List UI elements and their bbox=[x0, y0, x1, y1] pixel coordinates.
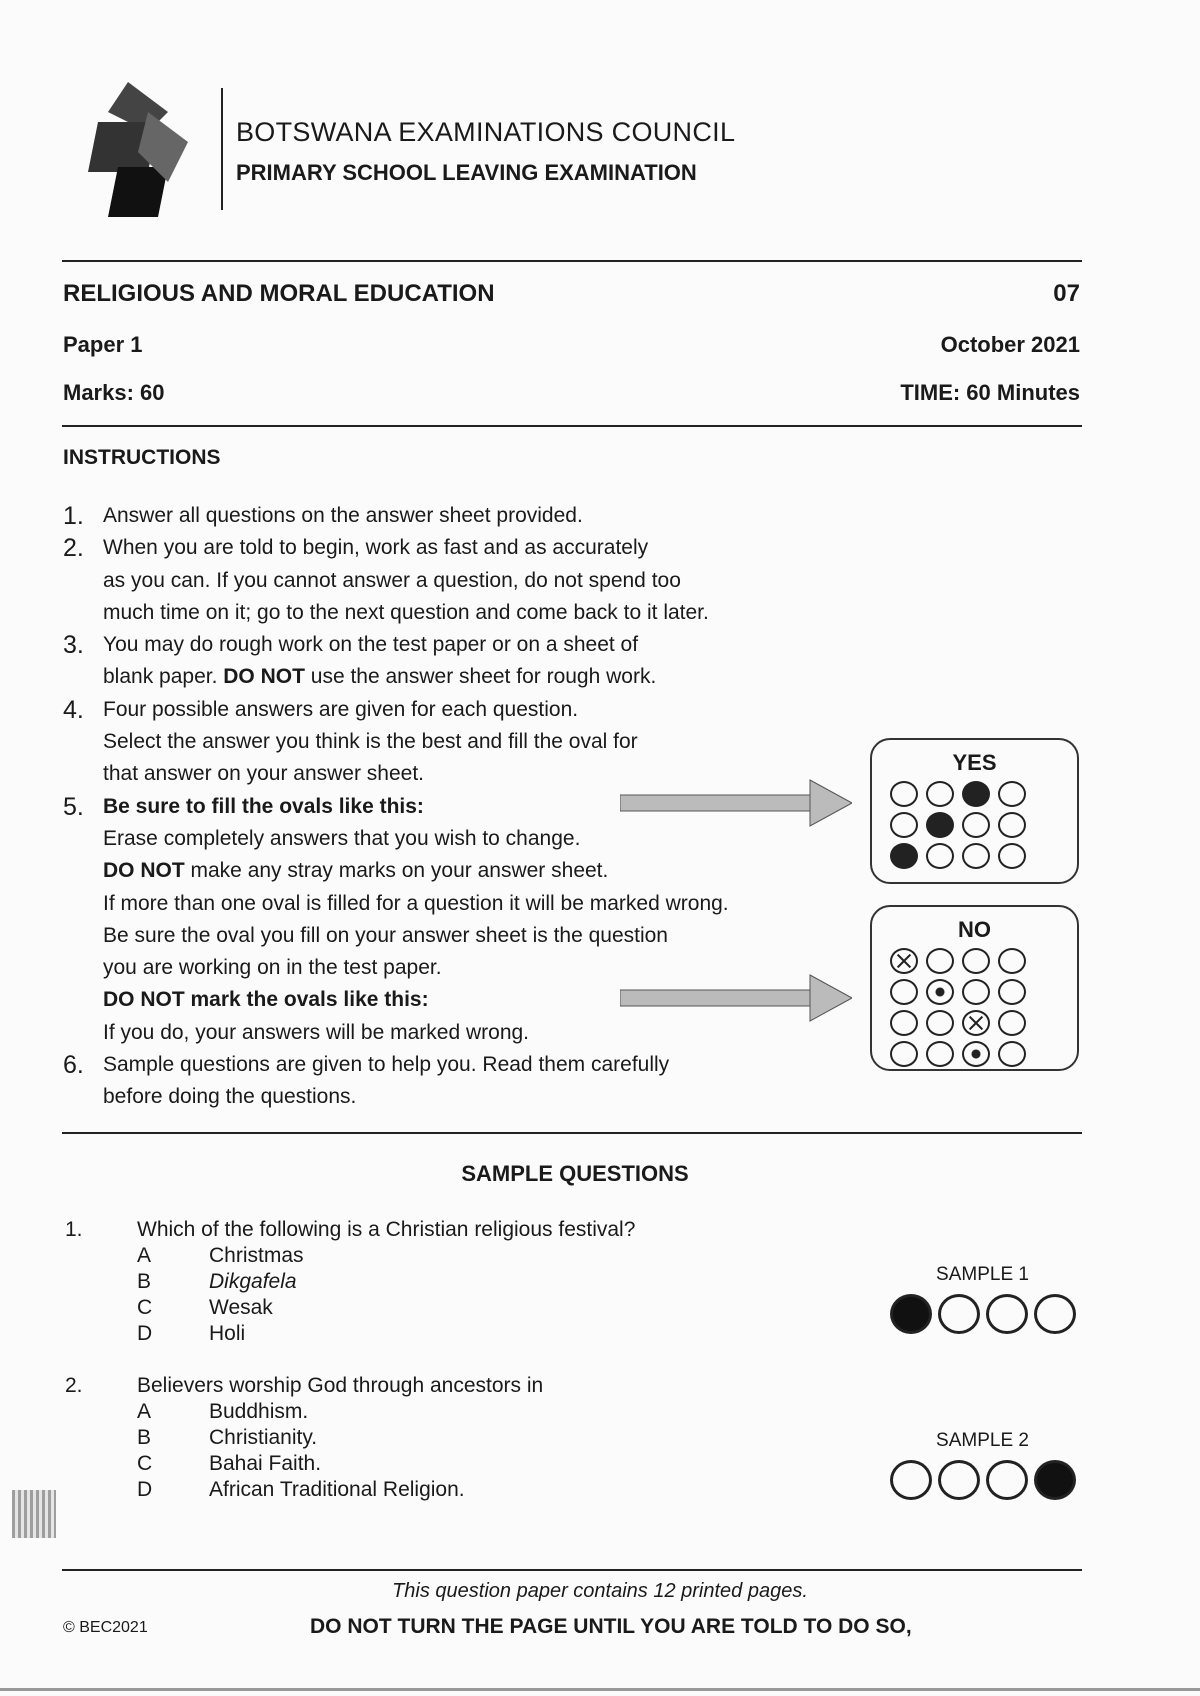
no-example-box bbox=[870, 905, 1079, 1071]
no-label: NO bbox=[958, 917, 991, 942]
turn-page-warning: DO NOT TURN THE PAGE UNTIL YOU ARE TOLD TO DO SO, bbox=[310, 1615, 912, 1638]
sample-questions-title: SAMPLE QUESTIONS bbox=[461, 1161, 689, 1186]
rule-footer bbox=[62, 1569, 1082, 1571]
paper-number: Paper 1 bbox=[63, 332, 143, 357]
instruction-6: 6. Sample questions are given to help you. Read them carefully before doing the questions. bbox=[63, 1051, 670, 1109]
qr-code bbox=[12, 1490, 56, 1538]
arrow-right-icon bbox=[620, 973, 852, 1023]
sample-2-answer: SAMPLE 2 bbox=[880, 1430, 1085, 1500]
subject-code: 07 bbox=[1053, 280, 1080, 307]
council-name: BOTSWANA EXAMINATIONS COUNCIL bbox=[236, 117, 736, 147]
exam-time: TIME: 60 Minutes bbox=[900, 380, 1080, 405]
exam-date: October 2021 bbox=[940, 332, 1080, 357]
instruction-3: 3. You may do rough work on the test paper or on a sheet of blank paper. DO NOT use the answer sheet for rough work. bbox=[63, 631, 657, 689]
yes-label: YES bbox=[952, 750, 997, 775]
instruction-5: 5. Be sure to fill the ovals like this: Erase completely answers that you wish to change. DO NOT make any stray marks on your answer sheet. If more than one oval is filled for a question it will be marked wrong. Be sure the oval you fill on your answer sheet is the question you are working on in the test paper. DO NOT mark the ovals like this: If you do, your answers will be marked wrong. bbox=[63, 792, 729, 1044]
instruction-4: 4. Four possible answers are given for each question. Select the answer you think is the best and fill the oval for that answer on your answer sheet. bbox=[63, 695, 638, 786]
arrow-right-icon bbox=[620, 778, 852, 828]
instructions-title: INSTRUCTIONS bbox=[63, 446, 221, 469]
pages-note: This question paper contains 12 printed pages. bbox=[392, 1580, 808, 1602]
sample-1-answer: SAMPLE 1 bbox=[880, 1264, 1085, 1334]
header-divider bbox=[221, 88, 223, 210]
instruction-2: 2. When you are told to begin, work as fast and as accurately as you can. If you cannot answer a question, do not spend too much time on it; go to the next question and come back to it later. bbox=[63, 534, 709, 624]
exam-name: PRIMARY SCHOOL LEAVING EXAMINATION bbox=[236, 160, 697, 185]
total-marks: Marks: 60 bbox=[63, 380, 165, 405]
rule-info bbox=[62, 425, 1082, 427]
rule-samples bbox=[62, 1132, 1082, 1134]
yes-example-box bbox=[870, 738, 1079, 884]
subject-title: RELIGIOUS AND MORAL EDUCATION bbox=[63, 280, 495, 307]
council-logo bbox=[88, 72, 218, 222]
rule-top bbox=[62, 260, 1082, 262]
page-edge bbox=[0, 1688, 1200, 1691]
instruction-1: 1. Answer all questions on the answer sheet provided. bbox=[63, 502, 583, 530]
copyright: © BEC2021 bbox=[63, 1619, 148, 1636]
